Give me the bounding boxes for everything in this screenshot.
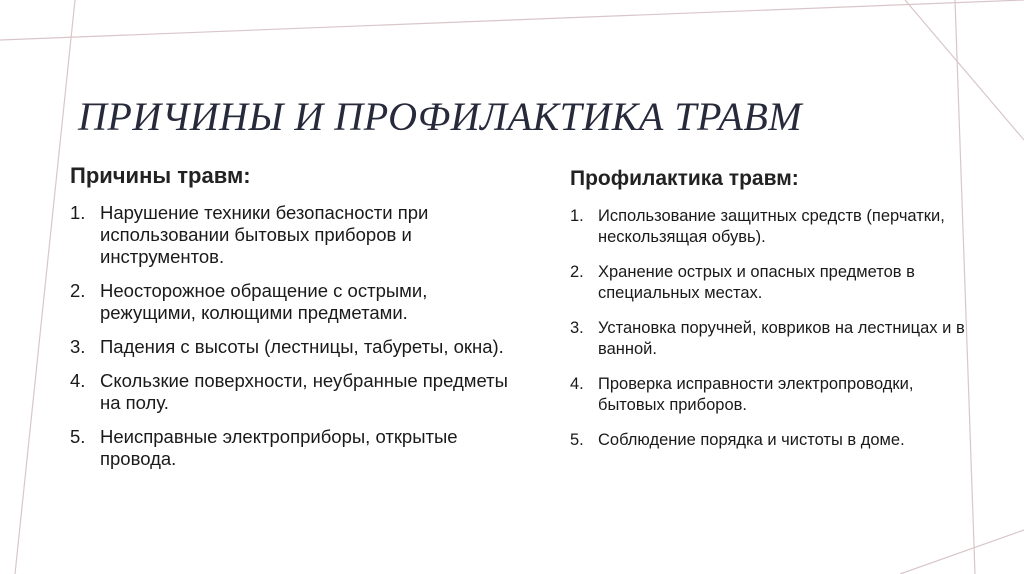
item-text: Неисправные электроприборы, открытые провода. (100, 426, 458, 469)
item-number: 4. (70, 370, 86, 391)
item-text: Нарушение техники безопасности при использовании бытовых приборов и инструментов. (100, 202, 429, 267)
item-number: 4. (570, 375, 584, 393)
deco-line (900, 530, 1024, 574)
item-number: 1. (70, 202, 86, 223)
list-item (570, 206, 970, 248)
deco-line (905, 0, 1024, 140)
list-item (570, 262, 970, 304)
item-text: Проверка исправности электропроводки, бытовых приборов. (598, 375, 914, 414)
item-number: 1. (570, 207, 584, 225)
prevention-list (570, 206, 970, 451)
item-text: Соблюдение порядка и чистоты в доме. (598, 431, 905, 449)
causes-list (70, 202, 510, 470)
deco-line (0, 0, 1024, 40)
list-item (570, 318, 970, 360)
item-text: Хранение острых и опасных предметов в специальных местах. (598, 263, 915, 302)
prevention-heading: Профилактика травм: (570, 167, 799, 190)
list-item (570, 374, 970, 416)
item-number: 5. (570, 431, 584, 449)
item-text: Скользкие поверхности, неубранные предметы на полу. (100, 370, 508, 413)
item-text: Установка поручней, ковриков на лестницах и в ванной. (598, 319, 965, 358)
list-item (70, 280, 510, 324)
item-number: 2. (570, 263, 584, 281)
causes-column (70, 163, 510, 482)
list-item (70, 202, 510, 268)
causes-heading: Причины травм: (70, 163, 251, 188)
item-text: Использование защитных средств (перчатки, нескользящая обувь). (598, 207, 945, 246)
list-item (70, 370, 510, 414)
item-text: Неосторожное обращение с острыми, режущими, колющими предметами. (100, 280, 428, 323)
item-number: 3. (70, 336, 86, 357)
deco-line (15, 0, 75, 574)
list-item (70, 426, 510, 470)
page-title: ПРИЧИНЫ И ПРОФИЛАКТИКА ТРАВМ (78, 94, 803, 139)
item-text: Падения с высоты (лестницы, табуреты, окна). (100, 336, 504, 357)
prevention-column (570, 167, 970, 465)
list-item (70, 336, 510, 358)
item-number: 3. (570, 319, 584, 337)
item-number: 5. (70, 426, 86, 447)
list-item (570, 430, 970, 451)
item-number: 2. (70, 280, 86, 301)
